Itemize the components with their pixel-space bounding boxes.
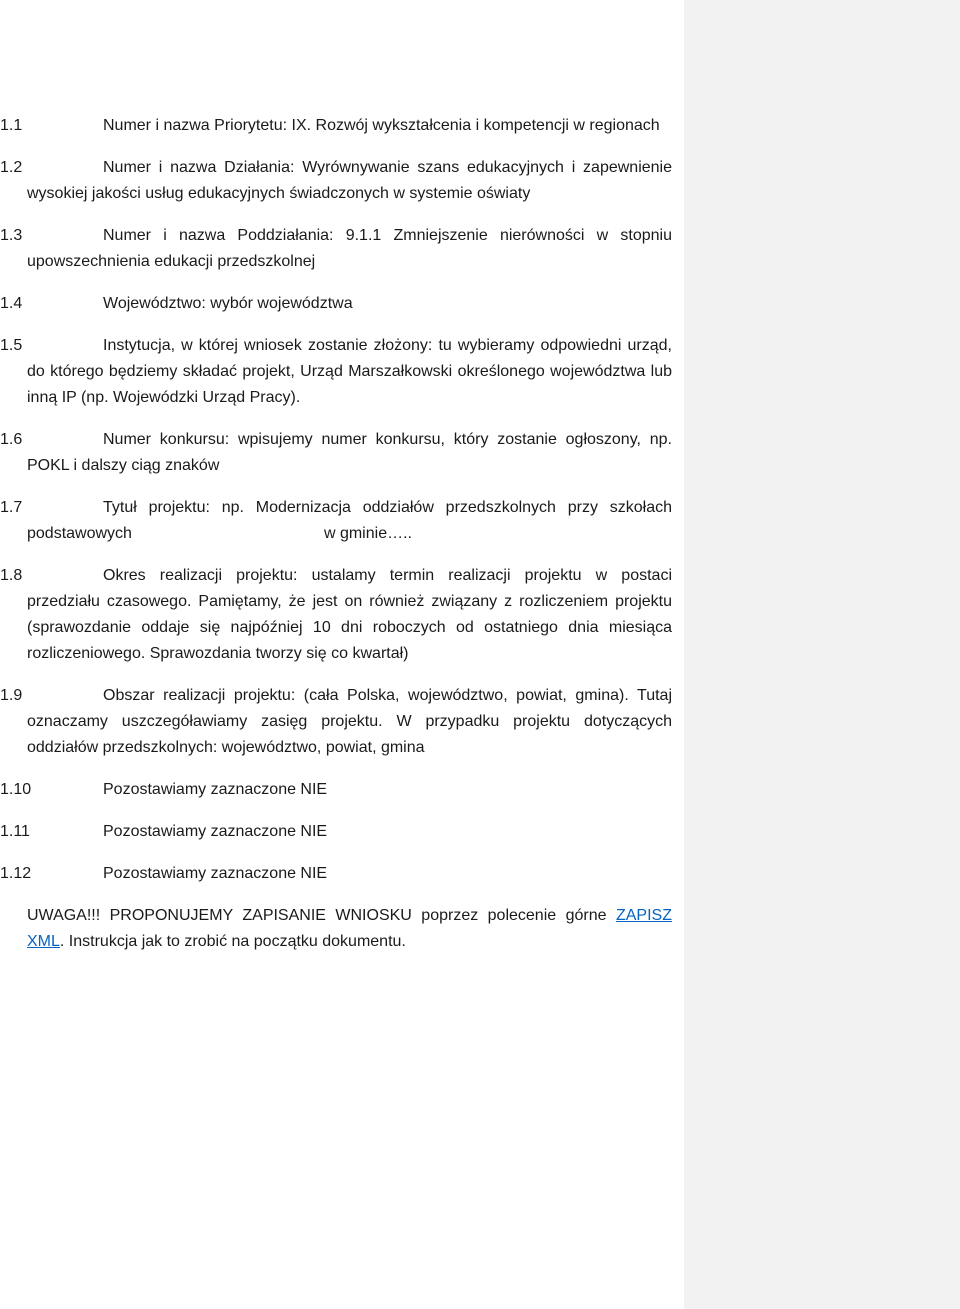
item-text: Numer i nazwa Działania: Wyrównywanie szans edukacyjnych i zapewnienie wysokiej jakości usług edukacyjnych świadczonych w systemie oświaty: [27, 159, 672, 202]
list-item: [0, 861, 672, 887]
item-number: 1.10: [0, 781, 32, 798]
list-item: [0, 223, 672, 275]
item-number: 1.7: [0, 499, 23, 516]
warning-note: [27, 903, 672, 955]
item-text: Obszar realizacji projektu: (cała Polska, województwo, powiat, gmina). Tutaj oznaczamy uszczegóławiamy zasięg projektu. W przypadku projektu dotyczących oddziałów przedszkolnych: województwo, powiat, gmina: [27, 687, 672, 756]
item-number: 1.4: [0, 295, 23, 312]
item-text: Województwo: wybór województwa: [103, 295, 353, 312]
item-text: Instytucja, w której wniosek zostanie złożony: tu wybieramy odpowiedni urząd, do którego będziemy składać projekt, Urząd Marszałkowski określonego województwa lub inną IP (np. Wojewódzki Urząd Pracy).: [27, 337, 672, 406]
item-text-part: Tytuł projektu: np. Modernizacja oddziałów przedszkolnych przy szkołach podstawowych: [27, 499, 672, 542]
note-text: . Instrukcja jak to zrobić na początku dokumentu.: [59, 933, 406, 950]
list-item: [0, 427, 672, 479]
list-item: [0, 333, 672, 411]
item-number: 1.2: [0, 159, 23, 176]
list-item: [0, 291, 672, 317]
comment-pane: [684, 0, 960, 1309]
list-item: [0, 819, 672, 845]
item-number: 1.8: [0, 567, 23, 584]
item-text: Pozostawiamy zaznaczone NIE: [103, 823, 328, 840]
note-text: UWAGA!!! PROPONUJEMY ZAPISANIE WNIOSKU poprzez polecenie górne: [27, 907, 616, 924]
item-text: Numer i nazwa Poddziałania: 9.1.1 Zmniejszenie nierówności w stopniu upowszechnienia edukacji przedszkolnej: [27, 227, 672, 270]
item-number: 1.1: [0, 117, 23, 134]
item-text-part: w gminie…..: [323, 525, 412, 542]
item-list: [0, 113, 672, 955]
item-text: Pozostawiamy zaznaczone NIE: [103, 865, 328, 882]
item-number: 1.12: [0, 865, 32, 882]
item-number: 1.11: [0, 823, 30, 840]
item-text: [27, 495, 672, 547]
list-item: [0, 683, 672, 761]
list-item: [0, 777, 672, 803]
list-item: [0, 113, 672, 139]
item-text: Pozostawiamy zaznaczone NIE: [103, 781, 328, 798]
item-number: 1.3: [0, 227, 23, 244]
item-text: Numer i nazwa Priorytetu: IX. Rozwój wykształcenia i kompetencji w regionach: [103, 117, 660, 134]
list-item: [0, 155, 672, 207]
item-text: Okres realizacji projektu: ustalamy termin realizacji projektu w postaci przedziału czasowego. Pamiętamy, że jest on również związany z rozliczeniem projektu (sprawozdanie oddaje się najpóźniej 10 dni roboczych od ostatniego dnia miesiąca rozliczeniowego. Sprawozdania tworzy się co kwartał): [27, 567, 672, 662]
list-item: [0, 495, 672, 547]
zapisz-xml-link[interactable]: ZAPISZ XML: [27, 907, 672, 950]
item-text: Numer konkursu: wpisujemy numer konkursu, który zostanie ogłoszony, np. POKL i dalszy ciąg znaków: [27, 431, 672, 474]
item-number: 1.6: [0, 431, 23, 448]
list-item: [0, 563, 672, 667]
item-number: 1.5: [0, 337, 23, 354]
item-number: 1.9: [0, 687, 23, 704]
